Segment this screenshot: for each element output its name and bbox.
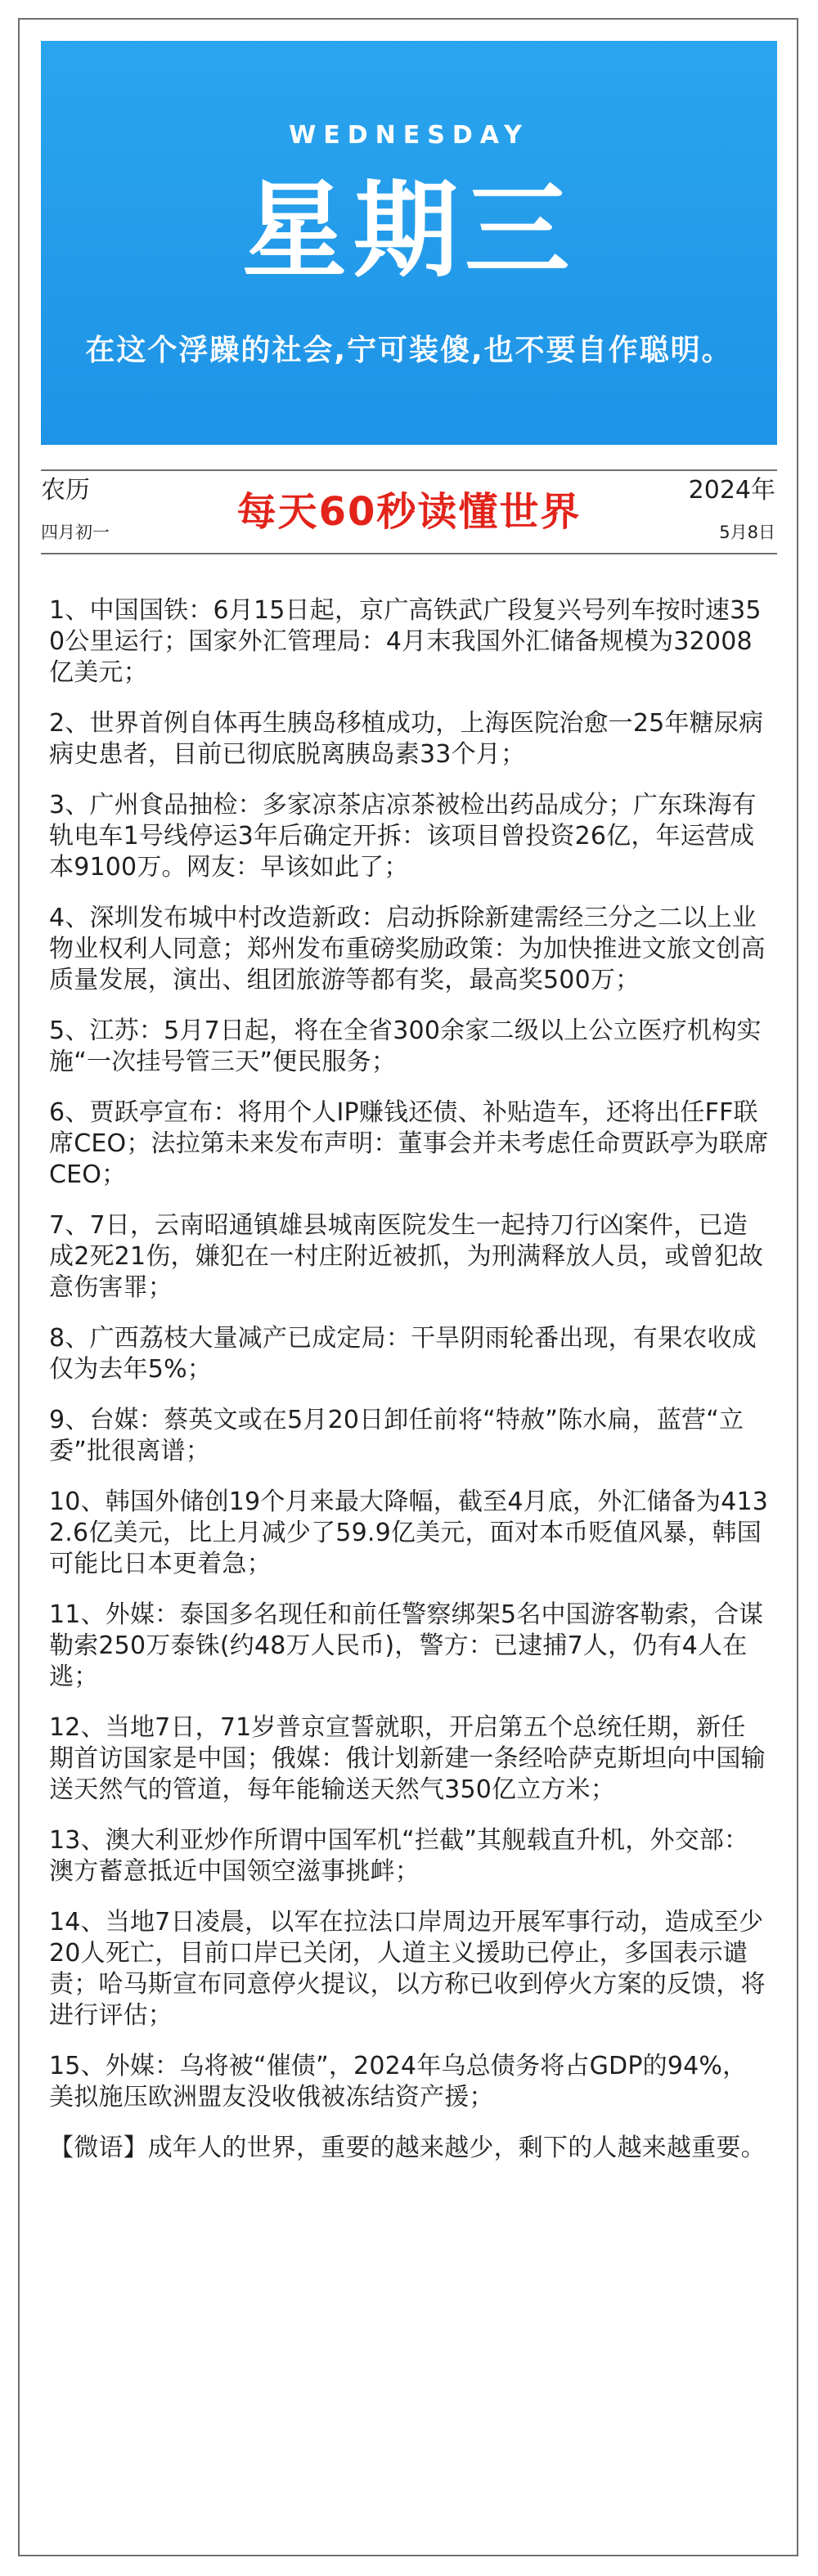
news-item-5: 5、江苏：5月7日起，将在全省300余家二级以上公立医疗机构实施“一次挂号管三天”便民服务；	[49, 1016, 762, 1076]
lunar-label: 农历	[41, 476, 90, 505]
news-list	[49, 595, 769, 2183]
page-title: 每天60秒读懂世界	[236, 489, 582, 535]
lunar-date: 四月初一	[41, 523, 110, 542]
year: 2024年	[688, 476, 775, 505]
weekday-chinese: 星期三	[241, 170, 576, 292]
news-item-7: 7、7日，云南昭通镇雄县城南医院发生一起持刀行凶案件，已造成2死21伤，嫌犯在一村庄附近被抓，为刑满释放人员，或曾犯故意伤害罪；	[49, 1211, 764, 1302]
news-item-6: 6、贾跃亭宣布：将用个人IP赚钱还债、补贴造车，还将出任FF联席CEO；法拉第未来发布声明：董事会并未考虑任命贾跃亭为联席CEO；	[49, 1098, 769, 1189]
date: 5月8日	[719, 523, 775, 542]
header-rule-top	[41, 469, 777, 471]
news-item-9: 9、台媒：蔡英文或在5月20日卸任前将“特赦”陈水扁，蓝营“立委”批很离谱；	[49, 1406, 744, 1465]
weekday-english: WEDNESDAY	[289, 121, 529, 150]
news-item-2: 2、世界首例自体再生胰岛移植成功，上海医院治愈一25年糖尿病病史患者，目前已彻底脱离胰岛素33个月；	[49, 709, 764, 769]
header-rule-bottom	[41, 553, 777, 554]
news-item-12: 12、当地7日，71岁普京宣誓就职，开启第五个总统任期，新任期首访国家是中国；俄媒：俄计划新建一条经哈萨克斯坦向中国输送天然气的管道，每年能输送天然气350亿立方米；	[49, 1713, 766, 1804]
news-item-3: 3、广州食品抽检：多家凉茶店凉茶被检出药品成分；广东珠海有轨电车1号线停运3年后确定开拆：该项目曾投资26亿，年运营成本9100万。网友：早该如此了；	[49, 791, 757, 882]
news-item-8: 8、广西荔枝大量减产已成定局：干旱阴雨轮番出现，有果农收成仅为去年5%；	[49, 1324, 757, 1384]
news-item-13: 13、澳大利亚炒作所谓中国军机“拦截”其舰载直升机，外交部：澳方蓄意抵近中国领空滋事挑衅；	[49, 1826, 749, 1886]
news-item-10: 10、韩国外储创19个月来最大降幅，截至4月底，外汇储备为4132.6亿美元，比上月减少了59.9亿美元，面对本币贬值风暴，韩国可能比日本更着急；	[49, 1488, 769, 1578]
closing-quote: 【微语】成年人的世界，重要的越来越少，剩下的人越来越重要。	[49, 2134, 766, 2162]
news-item-14: 14、当地7日凌晨，以军在拉法口岸周边开展军事行动，造成至少20人死亡，目前口岸已关闭，人道主义援助已停止，多国表示谴责；哈马斯宣布同意停火提议，以方称已收到停火方案的反馈，将进行评估；	[49, 1908, 766, 2030]
gregorian-date-block	[689, 476, 775, 545]
news-item-1: 1、中国国铁：6月15日起，京广高铁武广段复兴号列车按时速350公里运行；国家外汇管理局：4月末我国外汇储备规模为32008亿美元；	[49, 596, 762, 687]
news-item-11: 11、外媒：泰国多名现任和前任警察绑架5名中国游客勒索，合谋勒索250万泰铢(约48万人民币)，警方：已逮捕7人，仍有4人在逃；	[49, 1600, 764, 1691]
news-item-4: 4、深圳发布城中村改造新政：启动拆除新建需经三分之二以上业物业权利人同意；郑州发布重磅奖励政策：为加快推进文旅文创高质量发展，演出、组团旅游等都有奖，最高奖500万；	[49, 904, 766, 994]
weekday-banner	[41, 41, 777, 445]
daily-motto: 在这个浮躁的社会,宁可装傻,也不要自作聪明。	[85, 334, 733, 367]
news-item-15: 15、外媒：乌将被“催债”，2024年乌总债务将占GDP的94%，美拟施压欧洲盟友没收俄被冻结资产援；	[49, 2052, 748, 2112]
